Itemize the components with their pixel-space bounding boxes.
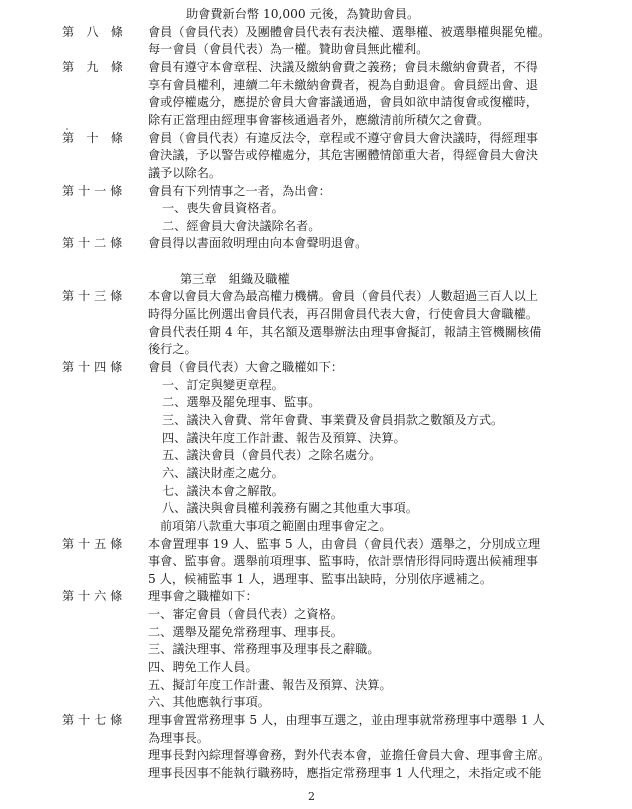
text-line: 助會費新台幣 10,000 元後，為贊助會員。 [186, 7, 420, 21]
page-number: 2 [308, 790, 315, 803]
text-line: 四、議決年度工作計畫、報告及預算、決算。 [162, 431, 406, 445]
article-number: 第 十 條 [62, 131, 123, 145]
text-line: 二、選舉及罷免常務理事、理事長。 [148, 625, 343, 639]
article-number: 第 九 條 [62, 60, 123, 74]
article-number: 第 十 三 條 [62, 289, 123, 303]
text-line: 前項第八款重大事項之範圍由理事會定之。 [160, 519, 392, 533]
text-line: 六、議決財產之處分。 [162, 466, 284, 480]
text-line: 會員代表任期 4 年，其名額及選舉辦法由理事會擬訂，報請主管機關核備 [148, 325, 542, 339]
text-line: 二、經會員大會決議除名者。 [162, 219, 321, 233]
text-line: 時得分區比例選出會員代表，再召開會員代表大會，行使會員大會職權。 [148, 307, 538, 321]
scan-speck [66, 128, 68, 130]
article-number: 第 十 一 條 [62, 184, 123, 198]
article-number: 第 十 四 條 [62, 360, 123, 374]
text-line: 五、擬訂年度工作計畫、報告及預算、決算。 [148, 678, 392, 692]
text-line: 二、選舉及罷免理事、監事。 [162, 395, 321, 409]
text-line: 八、議決與會員權利義務有關之其他重大事項。 [162, 501, 418, 515]
text-line: 會員（會員代表）大會之職權如下： [148, 360, 343, 374]
text-line: 為理事長。 [148, 731, 209, 745]
text-line: 會員得以書面敘明理由向本會聲明退會。 [148, 236, 368, 250]
text-line: 會或停權處分，應提於會員大會審議通過，會員如欲申請復會或復權時， [148, 95, 538, 109]
text-line: 一、喪失會員資格者。 [162, 201, 284, 215]
text-line: 一、審定會員（會員代表）之資格。 [148, 607, 343, 621]
article-number: 第 十 六 條 [62, 589, 123, 603]
text-line: 會員（會員代表）及團體會員代表有表決權、選舉權、被選舉權與罷免權。 [148, 25, 551, 39]
text-line: 四、聘免工作人員。 [148, 660, 258, 674]
text-line: 享有會員權利，連續二年未繳納會費者，視為自動退會。會員經出會、退 [148, 78, 538, 92]
article-number: 第 十 五 條 [62, 537, 123, 551]
text-line: 會員有下列情事之一者，為出會： [148, 184, 331, 198]
text-line: 本會以會員大會為最高權力機構。會員（會員代表）人數超過三百人以上 [148, 289, 538, 303]
text-line: 事會、監事會。選舉前項理事、監事時，依計票情形得同時選出候補理事 [148, 554, 538, 568]
text-line: 後行之。 [148, 342, 197, 356]
text-line: 理事會置常務理事 5 人，由理事互選之，並由理事就常務理事中選舉 1 人 [148, 713, 545, 727]
text-line: 理事長因事不能執行職務時，應指定常務理事 1 人代理之，未指定或不能 [148, 766, 542, 780]
text-line: 5 人，候補監事 1 人，遇理事、監事出缺時，分別依序遞補之。 [148, 572, 493, 586]
text-line: 除有正當理由經理事會審核通過者外，應繳清前所積欠之會費。 [148, 113, 490, 127]
text-line: 會員（會員代表）有違反法令，章程或不遵守會員大會決議時，得經理事 [148, 131, 538, 145]
text-line: 本會置理事 19 人、監事 5 人，由會員（會員代表）選舉之，分別成立理 [148, 537, 541, 551]
text-line: 三、議決理事、常務理事及理事長之辭職。 [148, 642, 380, 656]
text-line: 一、訂定與變更章程。 [162, 378, 284, 392]
article-number: 第 八 條 [62, 25, 123, 39]
text-line: 第三章 組織及職權 [180, 272, 290, 286]
text-line: 五、議決會員（會員代表）之除名處分。 [162, 448, 382, 462]
text-line: 六、其他應執行事項。 [148, 695, 270, 709]
text-line: 會員有遵守本會章程、決議及繳納會費之義務；會員未繳納會費者，不得 [148, 60, 538, 74]
text-line: 會決議，予以警告或停權處分，其危害團體情節重大者，得經會員大會決 [148, 148, 538, 162]
text-line: 議予以除名。 [148, 166, 222, 180]
text-line: 七、議決本會之解散。 [162, 484, 284, 498]
article-number: 第 十 二 條 [62, 236, 123, 250]
text-line: 三、議決入會費、常年會費、事業費及會員捐款之數額及方式。 [162, 413, 504, 427]
text-line: 理事長對內綜理督導會務，對外代表本會，並擔任會員大會、理事會主席。 [148, 748, 551, 762]
article-number: 第 十 七 條 [62, 713, 123, 727]
text-line: 理事會之職權如下： [148, 589, 258, 603]
text-line: 每一會員（會員代表）為一權。贊助會員無此權利。 [148, 42, 429, 56]
